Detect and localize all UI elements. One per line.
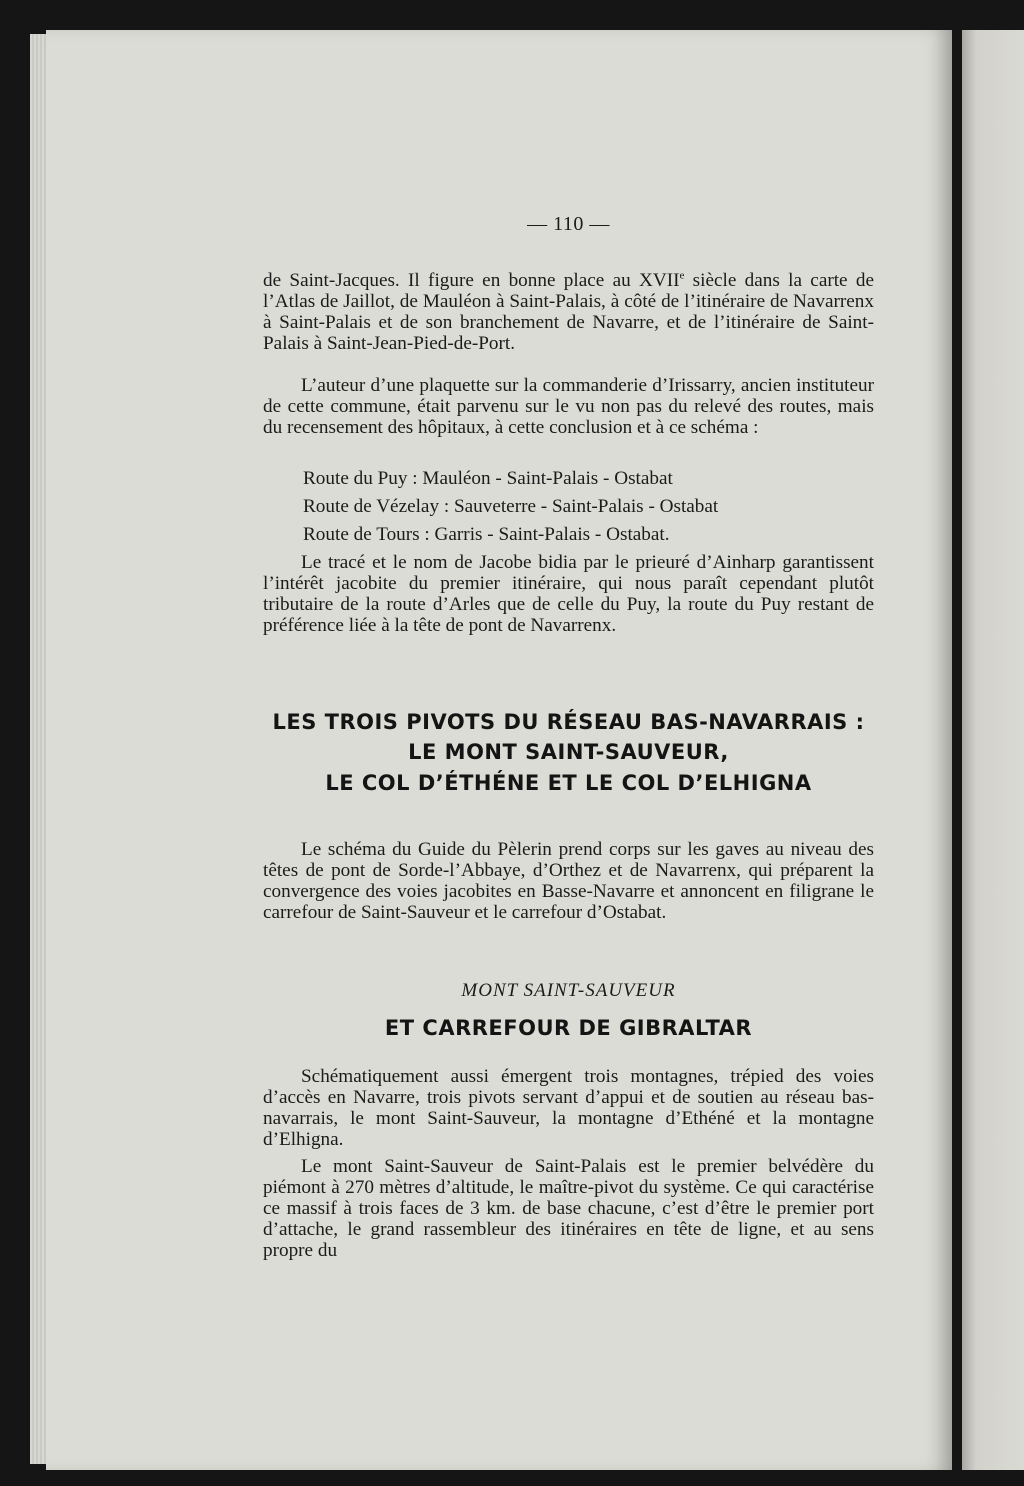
century-superscript: e <box>679 269 685 282</box>
paragraph-1-text-a: de Saint-Jacques. Il figure en bonne place au XVII <box>263 270 680 291</box>
paragraph-1-text-b: siècle dans la carte de l’Atlas de Jaillot, de Mauléon à Saint-Palais, à côté de l’itinéraire de Navarrenx à Saint-Palais et de son branchement de Navarre, et de l’itinéraire de Saint-Palais à Saint-Jean-Pied-de-Port. <box>263 270 874 354</box>
page-number: — 110 — <box>527 213 610 235</box>
book-page <box>46 30 952 1470</box>
route-line-vezelay: Route de Vézelay : Sauveterre - Saint-Palais - Ostabat <box>303 496 719 517</box>
section-heading-line-2: LE MONT SAINT-SAUVEUR, <box>408 740 729 764</box>
route-line-puy: Route du Puy : Mauléon - Saint-Palais - Ostabat <box>303 468 673 489</box>
paragraph-5: Schématiquement aussi émergent trois montagnes, trépied des voies d’accès en Navarre, trois pivots servant d’appui et de soutien au réseau bas-navarrais, le mont Saint-Sauveur, la montagne d’Ethéné et la montagne d’Elhigna. <box>263 1066 874 1150</box>
paragraph-2: L’auteur d’une plaquette sur la commanderie d’Irissarry, ancien instituteur de cette commune, était parvenu sur le vu non pas du relevé des routes, mais du recensement des hôpitaux, à cette conclusion et à ce schéma : <box>263 375 874 438</box>
facing-page-edge <box>962 30 1024 1470</box>
paragraph-1 <box>263 270 874 354</box>
subsection-italic-title: MONT SAINT-SAUVEUR <box>461 980 676 1001</box>
subsection-heading: ET CARREFOUR DE GIBRALTAR <box>384 1016 753 1040</box>
section-heading-line-1: LES TROIS PIVOTS DU RÉSEAU BAS-NAVARRAIS : <box>272 710 865 734</box>
route-line-tours: Route de Tours : Garris - Saint-Palais - Ostabat. <box>303 524 670 545</box>
paragraph-6: Le mont Saint-Sauveur de Saint-Palais est le premier belvédère du piémont à 270 mètres d’altitude, le maître-pivot du système. Ce qui caractérise ce massif à trois faces de 3 km. de base chacune, c’est d’être le premier port d’attache, le grand rassembleur des itinéraires en tête de ligne, et au sens propre du <box>263 1156 874 1261</box>
section-heading-line-3: LE COL D’ÉTHÉNE ET LE COL D’ELHIGNA <box>325 771 812 795</box>
paragraph-4: Le schéma du Guide du Pèlerin prend corps sur les gaves au niveau des têtes de pont de Sorde-l’Abbaye, d’Orthez et de Navarrenx, qui préparent la convergence des voies jacobites en Basse-Navarre et annoncent en filigrane le carrefour de Saint-Sauveur et le carrefour d’Ostabat. <box>263 839 874 923</box>
paragraph-3: Le tracé et le nom de Jacobe bidia par le prieuré d’Ainharp garantissent l’intérêt jacobite du premier itinéraire, qui nous paraît cependant plutôt tributaire de la route d’Arles que de celle du Puy, la route du Puy restant de préférence liée à la tête de pont de Navarrenx. <box>263 552 874 636</box>
